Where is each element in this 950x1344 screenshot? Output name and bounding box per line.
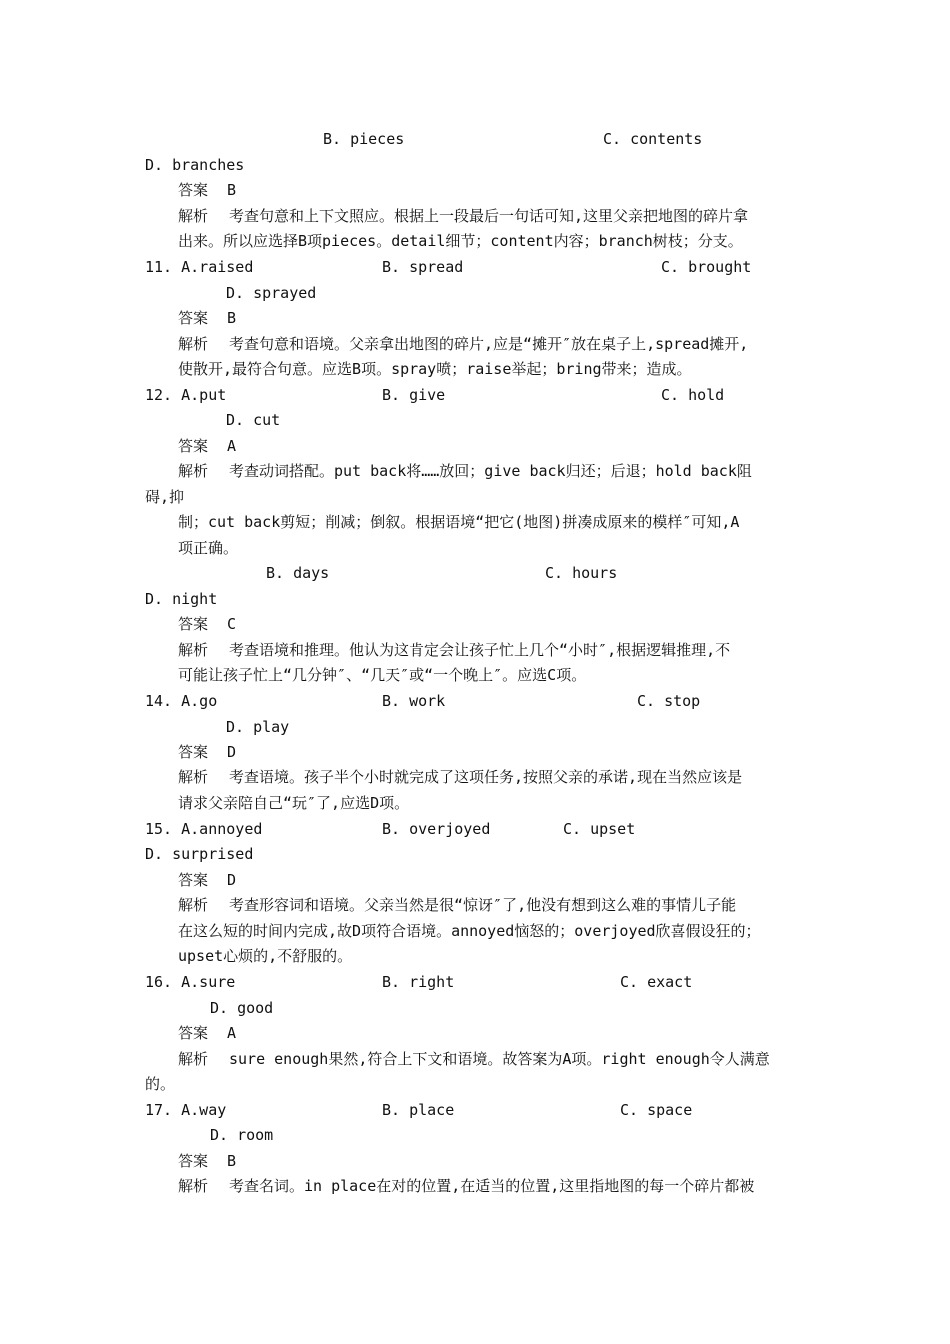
q15-option-b: B. overjoyed: [382, 820, 491, 838]
q17-option-c: C. space: [620, 1101, 693, 1119]
q17-analysis-label: 解析: [178, 1177, 209, 1195]
q11-option-b: B. spread: [382, 258, 464, 276]
q14-option-c: C. stop: [637, 692, 701, 710]
q13-option-b: B. days: [266, 564, 330, 582]
q17-analysis-line-1: 考查名词。in place在对的位置,在适当的位置,这里指地图的每一个碎片都被: [229, 1177, 755, 1195]
q14-option-d: D. play: [226, 718, 290, 736]
q13-answer-label: 答案: [178, 615, 209, 633]
q12-answer-label: 答案: [178, 437, 209, 455]
q12-option-c: C. hold: [661, 386, 725, 404]
q12-analysis-line-3: 制；cut back剪短；削减；倒叙。根据语境“把它(地图)拼凑成原来的模样″可知,A: [178, 513, 740, 531]
q10-option-c: C. contents: [603, 130, 703, 148]
q11-analysis-label: 解析: [178, 335, 209, 353]
q10-analysis-line-2: 出来。所以应选择B项pieces。detail细节；content内容；branch树枝；分支。: [178, 232, 743, 250]
q12-number-option-a: 12. A.put: [145, 386, 227, 404]
q16-answer: A: [227, 1024, 237, 1042]
q17-answer-label: 答案: [178, 1152, 209, 1170]
q15-answer-label: 答案: [178, 871, 209, 889]
q10-analysis-line-1: 考查句意和上下文照应。根据上一段最后一句话可知,这里父亲把地图的碎片拿: [229, 207, 749, 225]
q14-number-option-a: 14. A.go: [145, 692, 218, 710]
q16-number-option-a: 16. A.sure: [145, 973, 236, 991]
q13-analysis-label: 解析: [178, 641, 209, 659]
q10-analysis-label: 解析: [178, 207, 209, 225]
q15-number-option-a: 15. A.annoyed: [145, 820, 263, 838]
q16-option-d: D. good: [210, 999, 274, 1017]
q16-analysis-label: 解析: [178, 1050, 209, 1068]
q13-option-d: D. night: [145, 590, 218, 608]
q14-analysis-line-1: 考查语境。孩子半个小时就完成了这项任务,按照父亲的承诺,现在当然应该是: [229, 768, 743, 786]
q15-analysis-line-3: upset心烦的,不舒服的。: [178, 947, 353, 965]
q11-analysis-line-2: 使散开,最符合句意。应选B项。spray喷；raise举起；bring带来；造成。: [178, 360, 692, 378]
q12-analysis-line-4: 项正确。: [178, 539, 239, 557]
q14-option-b: B. work: [382, 692, 446, 710]
q11-option-c: C. brought: [661, 258, 752, 276]
q17-number-option-a: 17. A.way: [145, 1101, 227, 1119]
q11-answer: B: [227, 309, 237, 327]
q12-analysis-line-2: 碍,抑: [145, 488, 185, 506]
q15-analysis-line-2: 在这么短的时间内完成,故D项符合语境。annoyed恼怒的；overjoyed欣喜假设狂的；: [178, 922, 761, 940]
q11-option-d: D. sprayed: [226, 284, 317, 302]
q12-option-b: B. give: [382, 386, 446, 404]
q15-answer: D: [227, 871, 237, 889]
q12-answer: A: [227, 437, 237, 455]
q15-option-d: D. surprised: [145, 845, 254, 863]
q15-analysis-line-1: 考查形容词和语境。父亲当然是很“惊讶″了,他没有想到这么难的事情儿子能: [229, 896, 737, 914]
q13-option-c: C. hours: [545, 564, 618, 582]
q12-analysis-label: 解析: [178, 462, 209, 480]
q13-answer: C: [227, 615, 237, 633]
q17-option-d: D. room: [210, 1126, 274, 1144]
q13-analysis-line-2: 可能让孩子忙上“几分钟″、“几天″或“一个晚上″。应选C项。: [178, 666, 587, 684]
q14-analysis-label: 解析: [178, 768, 209, 786]
q16-analysis-line-1: sure enough果然,符合上下文和语境。故答案为A项。right enough令人满意: [229, 1050, 770, 1068]
q15-analysis-label: 解析: [178, 896, 209, 914]
q13-analysis-line-1: 考查语境和推理。他认为这肯定会让孩子忙上几个“小时″,根据逻辑推理,不: [229, 641, 731, 659]
q15-option-c: C. upset: [563, 820, 636, 838]
q10-answer-label: 答案: [178, 181, 209, 199]
q10-option-d: D. branches: [145, 156, 245, 174]
q14-answer-label: 答案: [178, 743, 209, 761]
q11-analysis-line-1: 考查句意和语境。父亲拿出地图的碎片,应是“摊开″放在桌子上,spread摊开,: [229, 335, 749, 353]
q12-analysis-line-1: 考查动词搭配。put back将……放回；give back归还；后退；hold back阻: [229, 462, 752, 480]
q10-answer: B: [227, 181, 237, 199]
q16-option-c: C. exact: [620, 973, 693, 991]
q16-option-b: B. right: [382, 973, 455, 991]
q10-option-b: B. pieces: [323, 130, 405, 148]
q16-analysis-line-2: 的。: [145, 1075, 176, 1093]
q11-number-option-a: 11. A.raised: [145, 258, 254, 276]
q17-answer: B: [227, 1152, 237, 1170]
q11-answer-label: 答案: [178, 309, 209, 327]
q12-option-d: D. cut: [226, 411, 281, 429]
q16-answer-label: 答案: [178, 1024, 209, 1042]
q14-analysis-line-2: 请求父亲陪自己“玩″了,应选D项。: [178, 794, 410, 812]
q14-answer: D: [227, 743, 237, 761]
q17-option-b: B. place: [382, 1101, 455, 1119]
